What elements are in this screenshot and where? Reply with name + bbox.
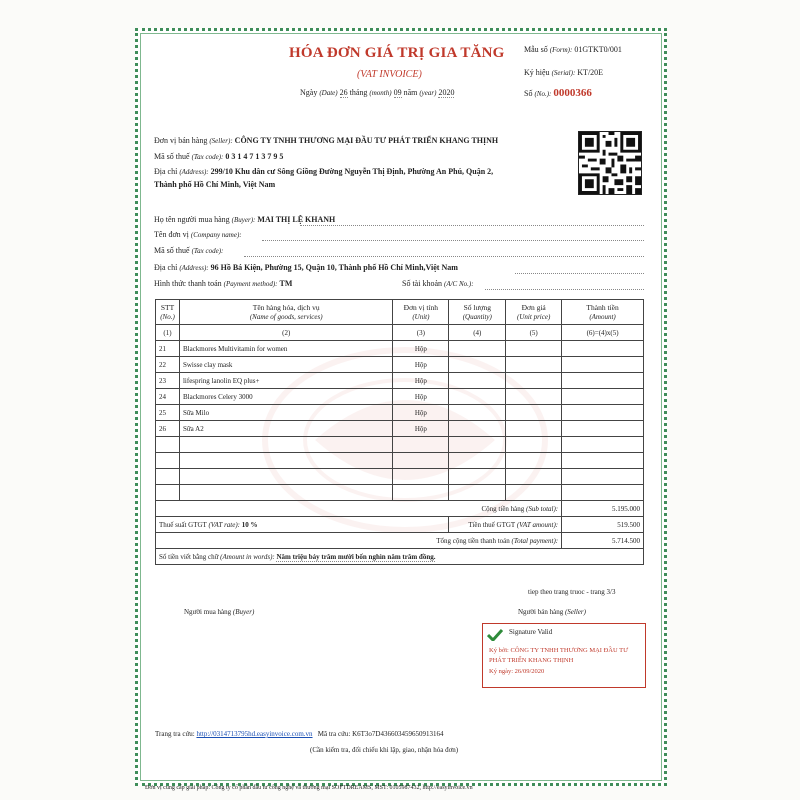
amount-in-words: Số tiền viết bằng chữ (Amount in words): Năm triệu bảy trăm mười bốn nghìn năm trăm đồng. [156,549,644,565]
table-row [156,341,644,357]
vat-row [156,517,644,533]
row-no: 21 [156,341,180,357]
subtotal-row [156,501,644,517]
row-no: 24 [156,389,180,405]
column-header: Đơn giá (Unit price) [506,300,562,325]
account-number: Số tài khoản (A/C No.): [402,279,474,288]
vat-amount-label: Tiền thuế GTGT (VAT amount): [449,517,562,533]
row-name: Blackmores Celery 3000 [179,389,392,405]
buyer-signature-label: Người mua hàng (Buyer) [184,608,255,616]
lookup-link[interactable]: http://0314713795hd.easyinvoice.com.vn [196,730,313,738]
table-row [156,373,644,389]
subtotal-label: Cộng tiền hàng (Sub total): [156,501,562,517]
seller-address-line2: Thành phố Hồ Chí Minh, Việt Nam [154,180,276,189]
index-cell: (5) [506,325,562,341]
total-label: Tổng cộng tiền thanh toán (Total payment): [156,533,562,549]
column-header: Số lượng (Quantity) [449,300,506,325]
row-unit: Hộp [393,389,449,405]
table-row-empty [156,469,644,485]
seller-signature-label: Người bán hàng (Seller) [518,608,586,616]
buyer-tax-code: Mã số thuế (Tax code): [154,246,224,255]
account-line [485,289,644,290]
serial-number: Ký hiệu (Serial): KT/20E [524,68,604,77]
row-unit: Hộp [393,357,449,373]
table-row-empty [156,485,644,501]
buyer-address: Địa chỉ (Address): 96 Hồ Bá Kiện, Phường 15, Quận 10, Thành phố Hồ Chí Minh,Việt Nam [154,263,458,272]
row-no: 22 [156,357,180,373]
invoice-number: Số (No.): 0000366 [524,87,592,99]
seller-name: Đơn vị bán hàng (Seller): CÔNG TY TNHH THƯƠNG MẠI ĐẦU TƯ PHÁT TRIỂN KHANG THỊNH [154,136,499,145]
table-row [156,357,644,373]
seller-tax-code: Mã số thuế (Tax code): 0 3 1 4 7 1 3 7 9 5 [154,152,284,161]
buyer-tax-line [244,256,644,257]
vat-rate: Thuế suất GTGT (VAT rate): 10 % [156,517,449,533]
invoice-title: HÓA ĐƠN GIÁ TRỊ GIA TĂNG [289,45,505,61]
checkmark-icon [487,629,503,641]
index-cell: (2) [179,325,392,341]
items-table [155,299,644,565]
row-name: Blackmores Multivitamin for women [179,341,392,357]
column-header: STT (No.) [156,300,180,325]
row-no: 23 [156,373,180,389]
lookup-info: Trang tra cứu: http://0314713795hd.easyinvoice.com.vn Mã tra cứu: K6T3o7D4366034596509131​64 [155,730,444,738]
row-no: 26 [156,421,180,437]
index-cell: (6)=(4)x(5) [562,325,644,341]
row-name: Swisse clay mask [179,357,392,373]
verification-note: (Cần kiểm tra, đối chiếu khi lập, giao, nhận hóa đơn) [310,746,459,754]
table-row [156,421,644,437]
row-name: lifespring lanolin EQ plus+ [179,373,392,389]
seller-address: Địa chỉ (Address): 299/10 Khu dân cư Sông Giồng Đường Nguyễn Thị Định, Phường An Phú, Quận 2, [154,167,494,176]
row-unit: Hộp [393,405,449,421]
column-header: Tên hàng hóa, dịch vụ (Name of goods, services) [179,300,392,325]
index-cell: (1) [156,325,180,341]
table-header-row [156,300,644,325]
index-cell: (4) [449,325,506,341]
column-header: Thành tiền (Amount) [562,300,644,325]
table-row [156,389,644,405]
subtotal-value: 5.195.000 [562,501,644,517]
invoice-subtitle: (VAT INVOICE) [357,69,422,80]
signed-date: Ký ngày: 26/09/2020 [489,668,545,675]
qr-code [578,131,642,195]
signed-by: Ký bởi: CÔNG TY TNHH THƯƠNG MẠI ĐẦU TƯ PHÁT TRIỂN KHANG THỊNH [489,647,629,664]
row-unit: Hộp [393,373,449,389]
page-continued: tiep theo trang truoc - trang 3/3 [528,588,616,596]
total-value: 5.714.500 [562,533,644,549]
table-row-empty [156,437,644,453]
row-unit: Hộp [393,421,449,437]
row-no: 25 [156,405,180,421]
amount-words-row [156,549,644,565]
total-row [156,533,644,549]
index-row [156,325,644,341]
invoice-date: Ngày (Date) 26 tháng (month) 09 năm (year) 2020 [300,88,455,97]
form-number: Mẫu số (Form): 01GTKT0/001 [524,45,622,54]
provider-info: Đơn vị cung cấp giải pháp: Công ty cổ phần đầu tư công nghệ và thương mại SOFTDREAMS, MST: 0105987432, http://easyinvoice.vn [145,785,473,791]
row-name: Sữa Milo [179,405,392,421]
index-cell: (3) [393,325,449,341]
row-name: Sữa A2 [179,421,392,437]
buyer-company: Tên đơn vị (Company name): [154,230,242,239]
vat-amount-value: 519.500 [562,517,644,533]
row-unit: Hộp [393,341,449,357]
table-row [156,405,644,421]
buyer-name-line [300,225,644,226]
buyer-company-line [262,240,644,241]
column-header: Đơn vị tính (Unit) [393,300,449,325]
table-row-empty [156,453,644,469]
signature-valid-label: Signature Valid [509,628,553,636]
buyer-address-line [515,273,644,274]
buyer-name: Họ tên người mua hàng (Buyer): MAI THỊ LỆ KHANH [154,215,336,224]
payment-method: Hình thức thanh toán (Payment method): TM [154,279,293,288]
